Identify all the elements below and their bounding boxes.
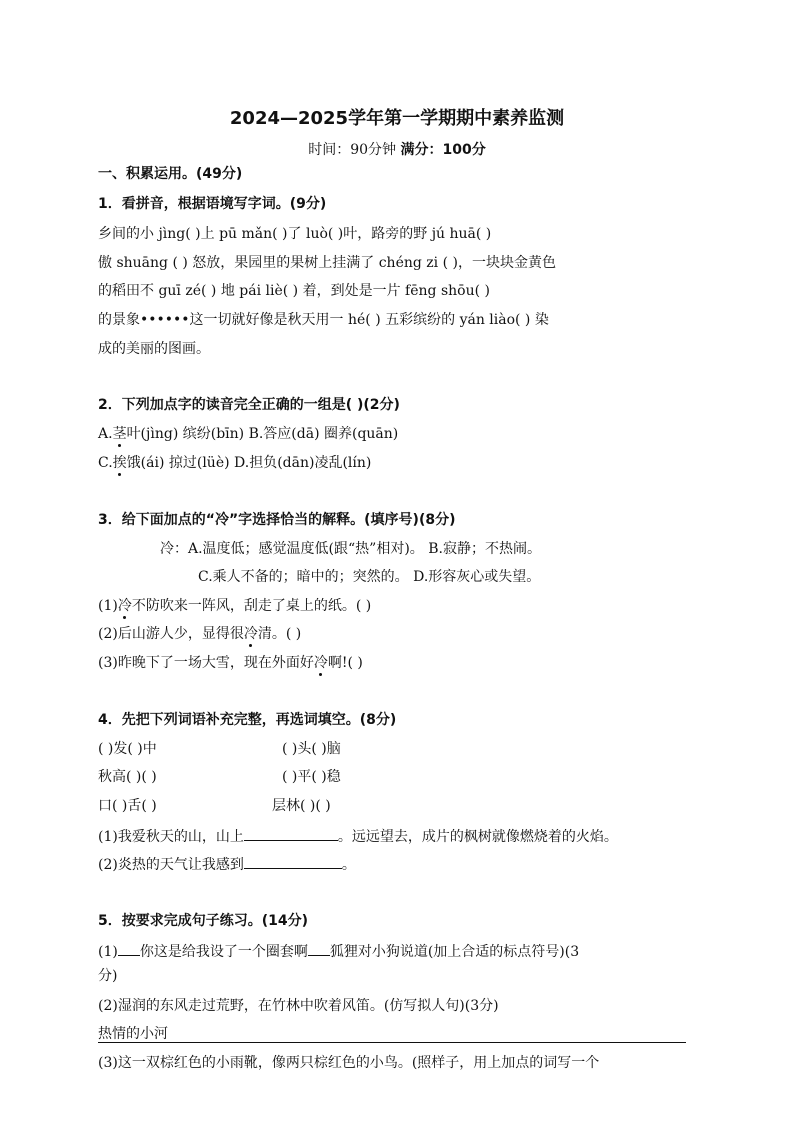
q4-fill-1: (1)我爱秋天的山，山上 。远远望去，成片的枫树就像燃烧着的火焰。 (98, 826, 618, 846)
q5-item-2-answer: 热情的小河 (98, 1026, 168, 1042)
q2-heading: 2．下列加点字的读音完全正确的一组是( )(2分) (98, 397, 400, 413)
q3-item: (2)后山游人少，显得很冷清。( ) (98, 626, 302, 642)
q5-item-3: (3)这一双棕红色的小雨靴，像两只棕红色的小鸟。(照样子，用上加点的词写一个 (98, 1055, 600, 1071)
q1-line: 傲 shuāng ( ) 怒放，果园里的果树上挂满了 chéng zi ( )，一块块金黄色 (98, 255, 556, 271)
q3-heading: 3．给下面加点的“冷”字选择恰当的解释。(填序号)(8分) (98, 512, 456, 528)
section1-heading: 一、积累运用。(49分) (98, 166, 243, 182)
q3-definition: 冷：A.温度低；感觉温度低(跟“热”相对)。 B.寂静；不热闹。 (160, 541, 541, 557)
q4-word: ( )头( )脑 (282, 741, 341, 757)
q3-definition: C.乘人不备的；暗中的；突然的。 D.形容灰心或失望。 (198, 569, 541, 585)
q4-word: 层林( )( ) (272, 798, 331, 814)
q2-option: A.茎叶(jìng) 缤纷(bīn) B.答应(dā) 圈养(quān) (98, 426, 399, 442)
q3-item: (1)冷不防吹来一阵风，刮走了桌上的纸。( ) (98, 598, 372, 614)
q4-word: 口( )舌( ) (98, 798, 157, 814)
q4-fill-2: (2)炎热的天气让我感到 。 (98, 854, 356, 874)
q4-word: ( )发( )中 (98, 741, 157, 757)
q1-line: 的稻田不 guī zé( ) 地 pái liè( ) 着，到处是一片 fēng shōu( ) (98, 283, 490, 299)
q5-item-1: (1) 你这是给我设了一个圈套啊 狐狸对小狗说道(加上合适的标点符号)(3 (98, 941, 579, 961)
q5-item-2: (2)湿润的东风走过荒野，在竹林中吹着风笛。(仿写拟人句)(3分) (98, 998, 499, 1014)
q4-word: ( )平( )稳 (282, 769, 341, 785)
q1-line: 乡间的小 jìng( )上 pū mǎn( )了 luò( )叶，路旁的野 jú huā( ) (98, 226, 492, 242)
score-label: 满分：100分 (400, 142, 486, 158)
q4-heading: 4．先把下列词语补充完整，再选词填空。(8分) (98, 712, 397, 728)
q3-item: (3)昨晚下了一场大雪，现在外面好冷啊!( ) (98, 655, 363, 671)
q5-heading: 5．按要求完成句子练习。(14分) (98, 913, 309, 929)
answer-line (98, 1041, 686, 1043)
exam-subtitle (0, 139, 794, 159)
q1-line: 的景象••••••这一切就好像是秋天用一 hé( ) 五彩缤纷的 yán liào( ) 染 (98, 312, 549, 328)
q2-option: C.挨饿(ái) 掠过(lüè) D.担负(dān)凌乱(lín) (98, 455, 372, 471)
exam-title: 2024—2025学年第一学期期中素养监测 (229, 108, 565, 129)
time-label: 时间：90分钟 (308, 142, 397, 158)
q1-heading: 1．看拼音，根据语境写字词。(9分) (98, 196, 327, 212)
q1-line: 成的美丽的图画。 (98, 341, 210, 357)
q4-word: 秋高( )( ) (98, 769, 157, 785)
q5-item-1-cont: 分) (98, 968, 118, 984)
